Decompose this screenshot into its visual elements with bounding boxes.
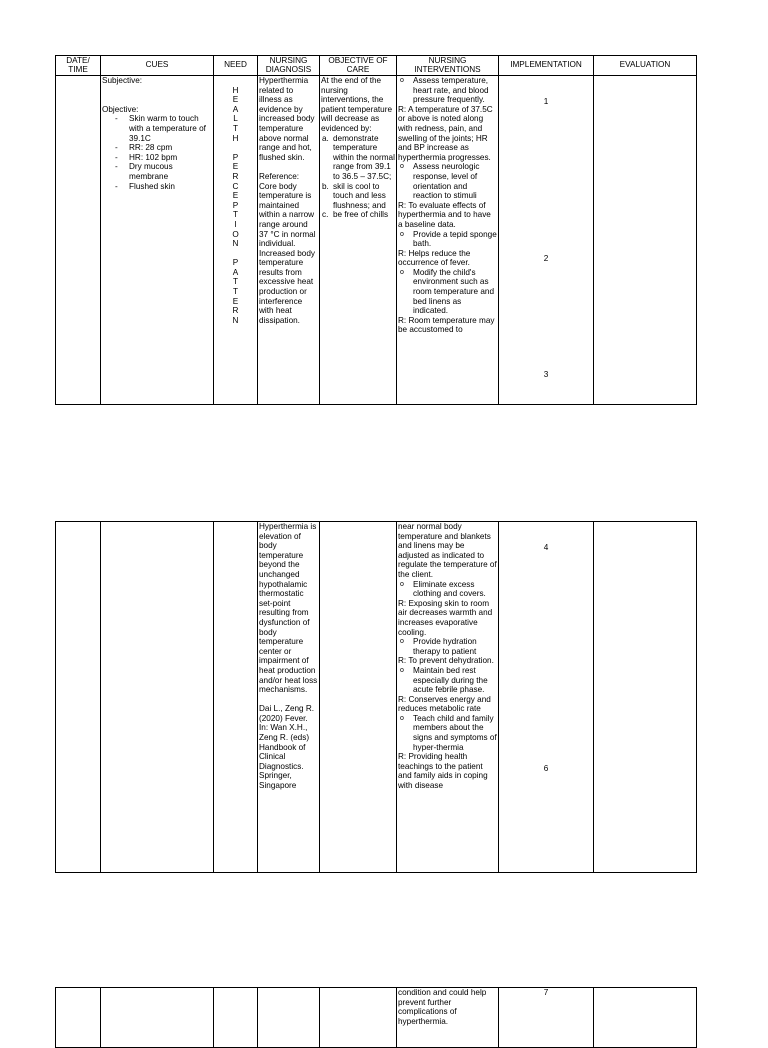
care-plan-table-page-2 [55,521,697,873]
care-plan-table-page-3 [55,987,697,1048]
list-item: - Flushed skin [129,182,212,192]
objective-cues-list [102,114,212,191]
need-cell [214,76,258,405]
objective-intro: At the end of the nursing interventions, the patient temperature will decrease as evidenced by: [321,76,393,133]
need-word-health: H E A L T H [232,85,239,143]
implementation-cell [499,76,594,405]
reference-label: Reference: [259,171,300,181]
intervention-rationale: R: Providing health teachings to the patient and family aids in coping with disease [398,752,488,791]
objective-cell [320,76,397,405]
list-item: - Dry mucous membrane [129,162,212,181]
interventions-cell [397,988,499,1048]
implementation-number: 6 [543,764,549,773]
list-item: c. be free of chills [322,210,389,220]
diagnosis-reference-text: Core body temperature is maintained within a narrow range around 37 °C in normal individual. Increased body temperature results from excessive heat production or interference with heat dissipation. [259,181,316,325]
table-row [56,76,697,405]
list-item: b. skil is cool to touch and less flushness; and [322,181,386,210]
intervention-continuation: near normal body temperature and blankets and linens may be adjusted as indicated to regulate the temperature of the client. [398,522,497,579]
cues-cell [101,522,214,873]
list-item: a. demonstrate temperature within the normal range from 39.1 to 36.5 – 37.5C; [322,133,395,181]
intervention-item: o Teach child and family members about the signs and symptoms of hyper-thermia [398,714,497,752]
evaluation-cell [594,76,697,405]
intervention-continuation: condition and could help prevent further complications of hyperthermia. [398,988,487,1026]
intervention-rationale: R: Room temperature may be accustomed to [398,315,495,335]
header-objective: OBJECTIVE OF CARE [320,56,397,76]
intervention-item: o Eliminate excess clothing and covers. [398,580,497,599]
diagnosis-cell [258,522,320,873]
implementation-number: 4 [543,543,549,552]
intervention-item: o Modify the child's environment such as room temperature and bed linens as indicated. [398,268,497,316]
intervention-rationale: R: Helps reduce the occurrence of fever. [398,248,471,268]
date-cell [56,522,101,873]
header-cues: CUES [101,56,214,76]
need-cell [214,988,258,1048]
diagnosis-cell [258,76,320,405]
implementation-number: 2 [543,254,549,263]
implementation-number: 3 [543,370,549,379]
objective-label: Objective: [102,104,139,114]
diagnosis-citation: Dai L., Zeng R. (2020) Fever. In: Wan X.H., Zeng R. (eds) Handbook of Clinical Diagnostics. Springer, Singapore [259,704,315,791]
intervention-rationale: R: A temperature of 37.5C or above is noted along with redness, pain, and swelling of the joints; HR and BP increase as hyperthermia progresses. [398,104,493,162]
intervention-rationale: R: To evaluate effects of hyperthermia and to have a baseline data. [398,200,491,229]
objective-cell [320,522,397,873]
implementation-cell [499,522,594,873]
intervention-item: o Provide a tepid sponge bath. [398,230,497,249]
intervention-rationale: R: Exposing skin to room air decreases warmth and increases evaporative cooling. [398,598,493,637]
care-plan-table-page-1 [55,55,697,405]
header-interventions: NURSING INTERVENTIONS [397,56,499,76]
diagnosis-statement: Hyperthermia related to illness as evidence by increased body temperature above normal range and hot, flushed skin. [259,76,315,162]
evaluation-cell [594,988,697,1048]
header-evaluation: EVALUATION [594,56,697,76]
list-item: - Skin warm to touch with a temperature of 39.1C [129,114,212,143]
date-cell [56,988,101,1048]
subjective-label: Subjective: [102,76,143,85]
implementation-number: 1 [543,97,549,106]
intervention-item: o Assess neurologic response, level of orientation and reaction to stimuli [398,162,497,200]
need-cell [214,522,258,873]
header-implementation: IMPLEMENTATION [499,56,594,76]
cues-cell [101,988,214,1048]
intervention-item: o Assess temperature, heart rate, and blood pressure frequently. [398,76,497,105]
header-date: DATE/ TIME [56,56,101,76]
need-word-perception: P E R C E P T I O N [232,152,239,249]
date-cell [56,76,101,405]
interventions-cell [397,76,499,405]
intervention-item: o Provide hydration therapy to patient [398,637,497,656]
implementation-number: 7 [543,988,549,997]
diagnosis-cell [258,988,320,1048]
cues-cell [101,76,214,405]
header-need: NEED [214,56,258,76]
intervention-item: o Maintain bed rest especially during the acute febrile phase. [398,666,497,695]
list-item: - HR: 102 bpm [129,153,212,163]
objective-cell [320,988,397,1048]
header-diagnosis: NURSING DIAGNOSIS [258,56,320,76]
evaluation-cell [594,522,697,873]
table-row [56,988,697,1048]
intervention-rationale: R: Conserves energy and reduces metabolic rate [398,694,491,714]
diagnosis-definition: Hyperthermia is elevation of body temperature beyond the unchanged hypothalamic thermostatic set-point resulting from dysfunction of body temperature center or impairment of heat production and/or heat loss mechanisms. [259,522,318,695]
table-row [56,522,697,873]
intervention-rationale: R: To prevent dehydration. [398,656,494,666]
list-item: - RR: 28 cpm [129,143,212,153]
implementation-cell [499,988,594,1048]
objective-list [321,134,395,220]
header-row [56,56,697,76]
need-word-pattern: P A T T E R N [232,258,239,325]
interventions-cell [397,522,499,873]
